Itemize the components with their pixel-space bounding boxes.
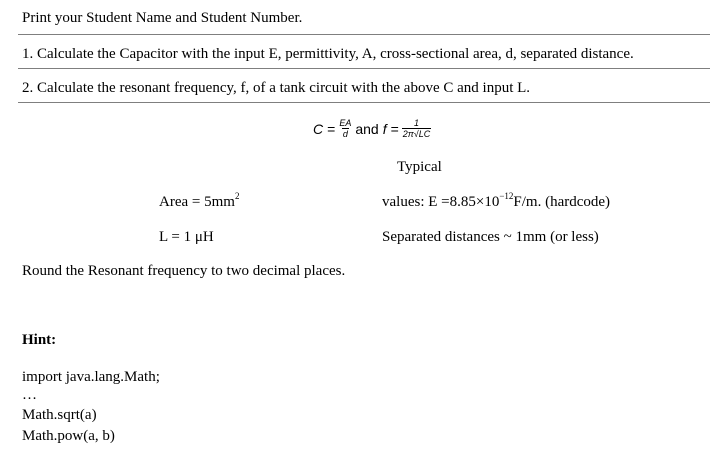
hint-title: Hint: [22, 332, 57, 348]
task-2-text: 2. Calculate the resonant frequency, f, of a tank circuit with the above C and input L. [22, 80, 531, 96]
divider-1 [18, 34, 710, 35]
task-1-text: 1. Calculate the Capacitor with the input E, permittivity, A, cross-sectional area, d, separated distance. [22, 46, 634, 62]
frequency-fraction [402, 118, 432, 140]
print-instruction: Print your Student Name and Student Number. [22, 10, 303, 26]
permittivity-unit: F/m. (hardcode) [513, 194, 611, 210]
area-exponent: 2 [234, 191, 240, 201]
capacitance-symbol: C [313, 121, 324, 137]
divider-3 [18, 102, 710, 103]
equals-sign: = [327, 121, 336, 137]
permittivity-exponent: −12 [499, 191, 514, 201]
rounding-instruction: Round the Resonant frequency to two decimal places. [22, 263, 346, 279]
permittivity-value: values: $E =8.85\times 10^{-12}F/m$. (hardcode) [382, 191, 611, 210]
hint-pow-line: Math.pow(a, b) [22, 428, 115, 444]
capacitance-fraction [338, 118, 352, 140]
equals-sign-2: = [390, 121, 399, 137]
hint-import-line: import java.lang.Math; [22, 369, 160, 385]
capacitance-numerator: EA [339, 118, 352, 128]
and-word: and [355, 121, 379, 137]
inductance-value: L = 1 μH [159, 229, 214, 245]
hint-sqrt-line: Math.sqrt(a) [22, 407, 97, 423]
formula [313, 112, 434, 146]
frequency-den-prefix: 2π√ [402, 129, 419, 139]
frequency-numerator: 1 [414, 118, 420, 128]
typical-label: Typical [397, 159, 442, 175]
hint-ellipsis: … [22, 387, 37, 403]
frequency-symbol: f [382, 121, 387, 137]
capacitance-denominator: d [342, 129, 348, 139]
area-value: Area = $5mm^2$ [159, 191, 240, 210]
frequency-denominator [402, 128, 432, 140]
frequency-den-radicand: LC [418, 129, 431, 139]
distance-value: Separated distances ~ 1mm (or less) [382, 229, 599, 245]
divider-2 [18, 68, 710, 69]
